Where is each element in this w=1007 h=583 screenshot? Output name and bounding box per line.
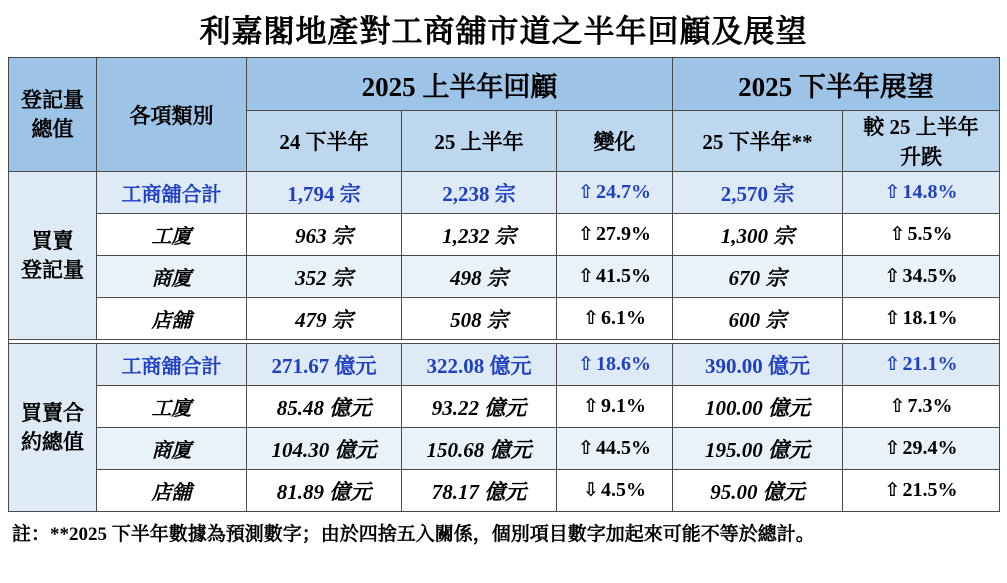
cell-forecast-change-value: 21.1%	[902, 353, 958, 375]
section-label-transactions	[9, 172, 97, 340]
table-body-value	[9, 344, 1000, 512]
cell-change-value: 41.5%	[595, 265, 651, 287]
cell-24h2: 1,794 宗	[247, 172, 402, 214]
table-row	[9, 172, 1000, 214]
arrow-up-icon: ⇧	[889, 223, 906, 245]
section-label-value-line1: 買賣合	[21, 401, 84, 426]
row-category: 店舖	[97, 470, 247, 512]
corner-header-line1: 登記量	[21, 88, 84, 113]
arrow-up-icon: ⇧	[884, 353, 901, 375]
section-label-value	[9, 344, 97, 512]
cell-24h2: 85.48 億元	[247, 386, 402, 428]
cell-24h2: 352 宗	[247, 256, 402, 298]
subheader-25h1: 25 上半年	[402, 111, 557, 172]
cell-change	[557, 386, 673, 428]
arrow-up-icon: ⇧	[578, 181, 594, 203]
cell-change	[557, 344, 673, 386]
cell-25h1: 508 宗	[402, 298, 557, 340]
cell-24h2: 271.67 億元	[247, 344, 402, 386]
cell-25h1: 2,238 宗	[402, 172, 557, 214]
table-row	[9, 470, 1000, 512]
arrow-up-icon: ⇧	[884, 437, 901, 459]
cell-change	[557, 214, 673, 256]
page-title: 利嘉閣地產對工商舖市道之半年回顧及展望	[199, 14, 808, 49]
summary-table	[8, 57, 1000, 512]
row-category: 工商舖合計	[97, 172, 247, 214]
cell-25h1: 498 宗	[402, 256, 557, 298]
cell-25h2: 390.00 億元	[673, 344, 843, 386]
section-label-transactions-line2: 登記量	[21, 257, 84, 282]
corner-header-line2: 總值	[31, 116, 74, 141]
table-row	[9, 344, 1000, 386]
arrow-up-icon: ⇧	[578, 353, 594, 375]
arrow-down-icon: ⇩	[583, 479, 599, 501]
cell-25h1: 93.22 億元	[402, 386, 557, 428]
row-category: 店舖	[97, 298, 247, 340]
cell-change	[557, 172, 673, 214]
corner-header	[9, 58, 97, 172]
cell-forecast-change	[843, 470, 1000, 512]
arrow-up-icon: ⇧	[583, 395, 599, 417]
cell-25h2: 2,570 宗	[673, 172, 843, 214]
cell-forecast-change-value: 18.1%	[902, 307, 958, 329]
cell-forecast-change	[843, 298, 1000, 340]
arrow-up-icon: ⇧	[884, 307, 901, 329]
cell-25h1: 150.68 億元	[402, 428, 557, 470]
row-category: 工廈	[97, 386, 247, 428]
table-row	[9, 428, 1000, 470]
row-category: 工商舖合計	[97, 344, 247, 386]
cell-forecast-change	[843, 256, 1000, 298]
group-header-review: 2025 上半年回顧	[247, 58, 673, 111]
arrow-up-icon: ⇧	[583, 307, 599, 329]
cell-change-value: 4.5%	[600, 479, 646, 501]
group-header-outlook: 2025 下半年展望	[673, 58, 1000, 111]
cell-24h2: 81.89 億元	[247, 470, 402, 512]
row-category: 商廈	[97, 428, 247, 470]
cell-forecast-change	[843, 386, 1000, 428]
arrow-up-icon: ⇧	[578, 265, 594, 287]
cell-forecast-change-value: 34.5%	[902, 265, 958, 287]
row-category: 商廈	[97, 256, 247, 298]
cell-change-value: 18.6%	[595, 353, 651, 375]
table-row	[9, 386, 1000, 428]
subheader-change: 變化	[557, 111, 673, 172]
cell-25h1: 1,232 宗	[402, 214, 557, 256]
arrow-up-icon: ⇧	[884, 265, 901, 287]
cell-forecast-change	[843, 214, 1000, 256]
cell-change-value: 9.1%	[600, 395, 646, 417]
cell-forecast-change-value: 14.8%	[902, 181, 958, 203]
cell-25h2: 195.00 億元	[673, 428, 843, 470]
cell-change-value: 6.1%	[600, 307, 646, 329]
cell-25h2: 670 宗	[673, 256, 843, 298]
cell-change	[557, 428, 673, 470]
cell-change	[557, 470, 673, 512]
cell-24h2: 963 宗	[247, 214, 402, 256]
cell-25h2: 100.00 億元	[673, 386, 843, 428]
cell-forecast-change-value: 21.5%	[902, 479, 958, 501]
arrow-up-icon: ⇧	[884, 181, 901, 203]
subheader-forecast-change-line2: 升跌	[900, 145, 943, 169]
cell-25h2: 1,300 宗	[673, 214, 843, 256]
cell-25h1: 322.08 億元	[402, 344, 557, 386]
cell-change	[557, 256, 673, 298]
table-row	[9, 298, 1000, 340]
footnote: 註：**2025 下半年數據為預測數字；由於四捨五入關係，個別項目數字加起來可能不等於總計。	[12, 524, 815, 545]
subheader-forecast-change	[843, 111, 1000, 172]
table-row	[9, 214, 1000, 256]
cell-forecast-change	[843, 344, 1000, 386]
subheader-forecast-change-line1: 較 25 上半年	[863, 115, 979, 139]
subheader-25h2: 25 下半年**	[673, 111, 843, 172]
cell-25h2: 95.00 億元	[673, 470, 843, 512]
cell-change-value: 24.7%	[595, 181, 651, 203]
cell-forecast-change-value: 5.5%	[907, 223, 953, 245]
cell-forecast-change-value: 29.4%	[902, 437, 958, 459]
arrow-up-icon: ⇧	[578, 223, 594, 245]
table-row	[9, 256, 1000, 298]
table-body-transactions	[9, 172, 1000, 344]
row-category: 工廈	[97, 214, 247, 256]
arrow-up-icon: ⇧	[578, 437, 594, 459]
cell-24h2: 104.30 億元	[247, 428, 402, 470]
cell-forecast-change	[843, 172, 1000, 214]
subheader-24h2: 24 下半年	[247, 111, 402, 172]
category-header: 各項類別	[97, 58, 247, 172]
cell-change-value: 27.9%	[595, 223, 651, 245]
cell-25h1: 78.17 億元	[402, 470, 557, 512]
table-header	[9, 58, 1000, 172]
cell-forecast-change	[843, 428, 1000, 470]
section-label-transactions-line1: 買賣	[31, 229, 74, 254]
cell-change	[557, 298, 673, 340]
cell-24h2: 479 宗	[247, 298, 402, 340]
arrow-up-icon: ⇧	[889, 395, 906, 417]
section-label-value-line2: 約總值	[21, 429, 84, 454]
arrow-up-icon: ⇧	[884, 479, 901, 501]
cell-change-value: 44.5%	[595, 437, 651, 459]
cell-25h2: 600 宗	[673, 298, 843, 340]
cell-forecast-change-value: 7.3%	[907, 395, 953, 417]
